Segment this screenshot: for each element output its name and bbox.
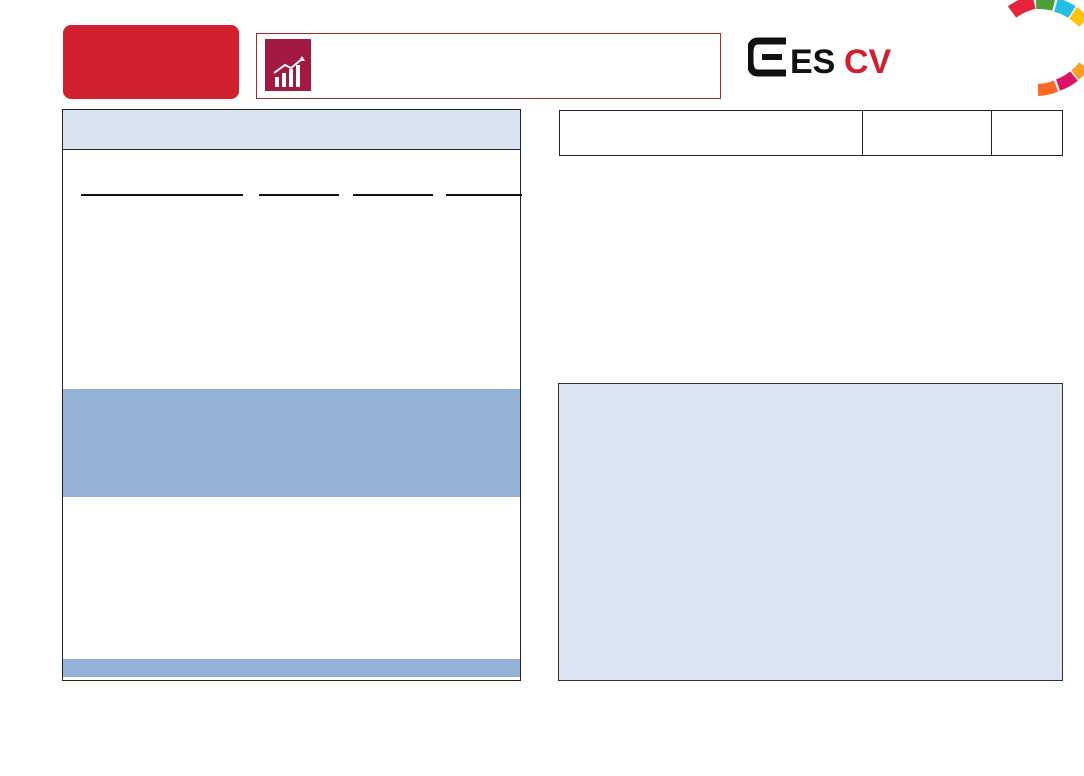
region-badge <box>63 25 239 99</box>
rows-group-cv <box>63 389 520 497</box>
header-underline <box>81 194 243 196</box>
header-underline <box>353 194 433 196</box>
header-underline <box>259 194 339 196</box>
sdg-8-icon <box>265 39 311 91</box>
cescv-logo <box>748 33 918 85</box>
summary-title <box>560 111 863 156</box>
col-header-es <box>992 111 1063 156</box>
report-title-box <box>256 33 721 99</box>
variation-table-title <box>63 110 520 150</box>
variation-table <box>62 109 521 681</box>
summary-table <box>559 110 1063 368</box>
total-row <box>63 659 520 677</box>
header-underline <box>446 194 522 196</box>
growth-chart-icon <box>265 39 311 91</box>
col-header-cv <box>863 111 992 156</box>
commentary-box <box>558 383 1063 681</box>
svg-text:CV: CV <box>844 43 892 81</box>
svg-text:ES: ES <box>790 43 836 81</box>
agenda-2030-logo <box>942 0 1084 105</box>
